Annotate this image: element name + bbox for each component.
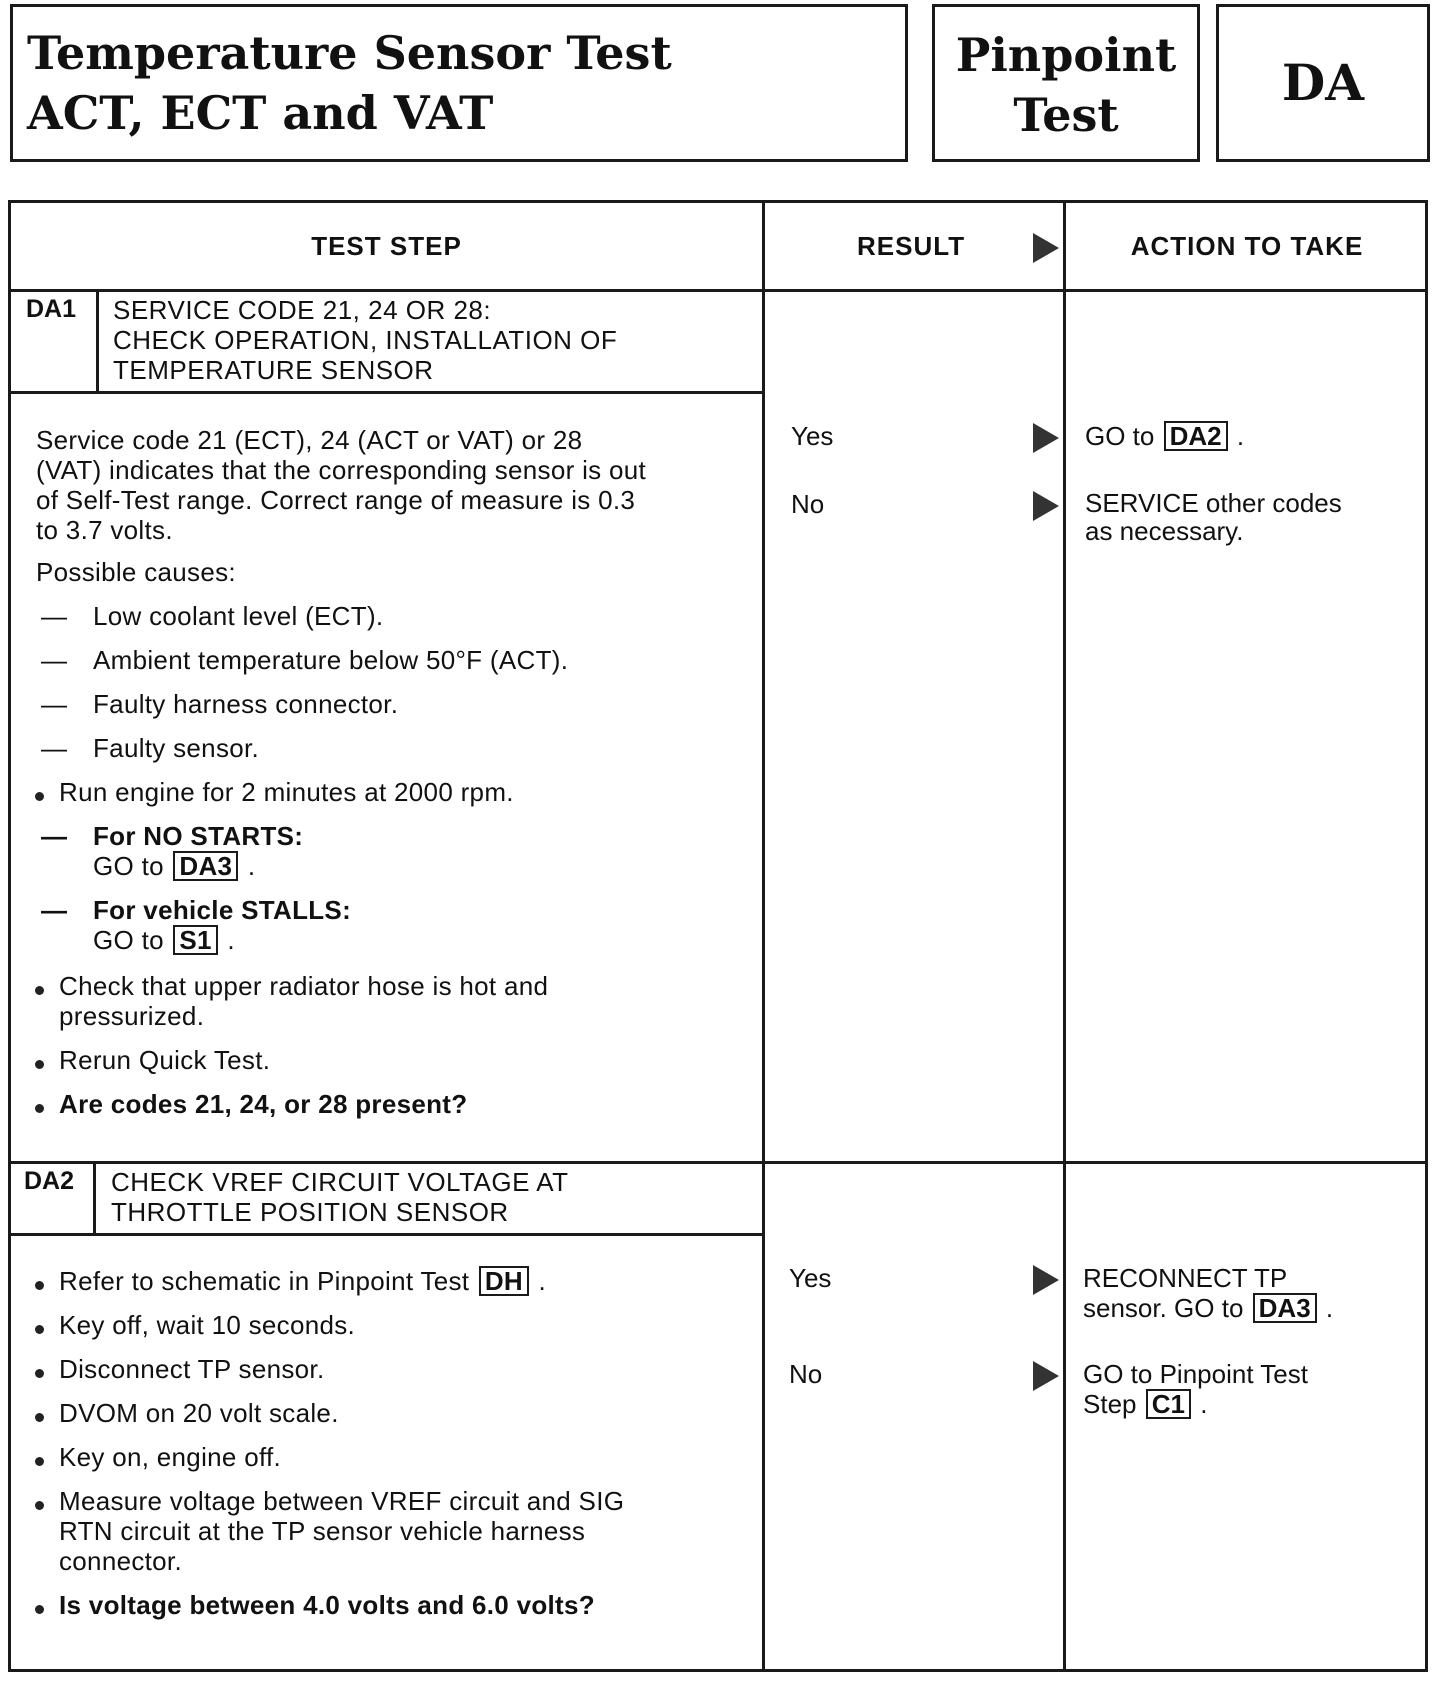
action-line: sensor. GO to DA3 .: [1083, 1293, 1334, 1323]
bullet-icon: [35, 1281, 44, 1290]
result-arrow-icon: [1033, 1361, 1059, 1391]
page-title-line1: Temperature Sensor Test: [27, 26, 672, 80]
step-instruction: Run engine for 2 minutes at 2000 rpm.: [59, 777, 514, 807]
step-title-divider: [11, 1233, 765, 1236]
step-title-line: CHECK OPERATION, INSTALLATION OF: [113, 325, 618, 355]
col-header-test-step: TEST STEP: [311, 230, 462, 261]
col-header-action: ACTION TO TAKE: [1130, 230, 1364, 261]
dash-icon: —: [41, 645, 67, 675]
action-line: RECONNECT TP: [1083, 1263, 1288, 1293]
action-yes: [1083, 1263, 1333, 1323]
test-code-box: [1216, 4, 1430, 162]
step-id-da1: DA1: [26, 295, 77, 323]
test-code: DA: [1281, 53, 1365, 112]
pinpoint-box: [932, 4, 1200, 162]
step-title-line: TEMPERATURE SENSOR: [113, 355, 434, 385]
intro-line: to 3.7 volts.: [36, 515, 173, 545]
action-line: Step C1 .: [1083, 1389, 1208, 1419]
action-no: [1085, 489, 1342, 545]
step-id-divider: [93, 1161, 96, 1235]
intro-line: (VAT) indicates that the corresponding sensor is out: [36, 455, 647, 485]
pinpoint-label: [935, 25, 1197, 145]
step-ref-da3[interactable]: DA3: [173, 851, 238, 881]
goto-text: GO to: [93, 925, 164, 955]
result-arrow-icon: [1033, 491, 1059, 521]
result-yes: Yes: [791, 421, 834, 451]
step-instruction: [59, 971, 548, 1031]
cause-item: Faulty sensor.: [93, 733, 260, 763]
pinpoint-table: [8, 200, 1428, 1672]
result-arrow-icon: [1033, 233, 1059, 263]
result-no: No: [791, 489, 825, 519]
column-divider: [762, 203, 765, 1669]
dash-icon: —: [41, 821, 67, 851]
bullet-icon: [35, 986, 44, 995]
step-ref-da2[interactable]: DA2: [1164, 421, 1228, 451]
step-title-divider: [11, 391, 765, 394]
step-question: Is voltage between 4.0 volts and 6.0 volts?: [59, 1590, 595, 1620]
step-title-da2: [111, 1167, 569, 1227]
col-header-result: RESULT: [857, 230, 966, 261]
step-title-line: SERVICE CODE 21, 24 OR 28:: [113, 295, 492, 325]
step-instruction: Disconnect TP sensor.: [59, 1354, 325, 1384]
stalls-goto: GO to S1 .: [93, 925, 235, 955]
pinpoint-ref-dh[interactable]: DH: [479, 1266, 529, 1296]
bullet-icon: [35, 1501, 44, 1510]
step-separator: [11, 1161, 1425, 1164]
instruction-line: Check that upper radiator hose is hot and: [59, 971, 549, 1001]
step-id-da2: DA2: [24, 1167, 75, 1195]
column-divider: [1063, 203, 1066, 1669]
stalls-label: For vehicle STALLS:: [93, 895, 352, 925]
action-yes: GO to DA2 .: [1085, 421, 1245, 451]
intro-line: of Self-Test range. Correct range of measure is 0.3: [36, 485, 636, 515]
step-instruction: [59, 1486, 624, 1576]
step-question: Are codes 21, 24, or 28 present?: [59, 1089, 468, 1119]
action-line: SERVICE other codes: [1085, 488, 1342, 518]
instruction-text: Refer to schematic in Pinpoint Test: [59, 1266, 470, 1296]
page-title-line2: ACT, ECT and VAT: [27, 86, 494, 140]
intro-line: Service code 21 (ECT), 24 (ACT or VAT) or 28: [36, 425, 583, 455]
step-ref-c1[interactable]: C1: [1146, 1389, 1191, 1419]
action-line: as necessary.: [1085, 516, 1244, 546]
instruction-line: Measure voltage between VREF circuit and SIG: [59, 1486, 625, 1516]
bullet-icon: [35, 1369, 44, 1378]
step-instruction: DVOM on 20 volt scale.: [59, 1398, 339, 1428]
header-divider: [11, 289, 1425, 292]
cause-item: Low coolant level (ECT).: [93, 601, 384, 631]
action-text: sensor. GO to: [1083, 1293, 1244, 1323]
step-id-divider: [96, 289, 99, 393]
step-ref-da3[interactable]: DA3: [1253, 1293, 1317, 1323]
step-instruction: Rerun Quick Test.: [59, 1045, 271, 1075]
instruction-line: RTN circuit at the TP sensor vehicle harness: [59, 1516, 586, 1546]
action-line: GO to Pinpoint Test: [1083, 1359, 1308, 1389]
result-no: No: [789, 1359, 823, 1389]
bullet-icon: [35, 1605, 44, 1614]
dash-icon: —: [41, 733, 67, 763]
step-title-line: CHECK VREF CIRCUIT VOLTAGE AT: [111, 1167, 569, 1197]
action-text: Step: [1083, 1389, 1137, 1419]
step-title-line: THROTTLE POSITION SENSOR: [111, 1197, 509, 1227]
action-text: GO to: [1085, 421, 1155, 451]
step-title-da1: [113, 295, 617, 385]
bullet-icon: [35, 1325, 44, 1334]
cause-item: Ambient temperature below 50°F (ACT).: [93, 645, 569, 675]
result-arrow-icon: [1033, 423, 1059, 453]
instruction-line: pressurized.: [59, 1001, 205, 1031]
action-no: [1083, 1359, 1308, 1419]
goto-text: GO to: [93, 851, 164, 881]
result-arrow-icon: [1033, 1265, 1059, 1295]
pinpoint-line1: Pinpoint: [955, 28, 1177, 82]
bullet-icon: [35, 1060, 44, 1069]
bullet-icon: [35, 1457, 44, 1466]
step-intro: [36, 425, 646, 545]
step-instruction: Key off, wait 10 seconds.: [59, 1310, 356, 1340]
step-instruction: Key on, engine off.: [59, 1442, 282, 1472]
cause-item: Faulty harness connector.: [93, 689, 399, 719]
step-ref-s1[interactable]: S1: [173, 925, 217, 955]
bullet-icon: [35, 1104, 44, 1113]
instruction-line: connector.: [59, 1546, 182, 1576]
no-starts-goto: GO to DA3 .: [93, 851, 256, 881]
step-instruction: Refer to schematic in Pinpoint Test DH .: [59, 1266, 547, 1296]
no-starts-label: For NO STARTS:: [93, 821, 304, 851]
title-box: [10, 4, 908, 162]
bullet-icon: [35, 792, 44, 801]
dash-icon: —: [41, 689, 67, 719]
dash-icon: —: [41, 895, 67, 925]
possible-causes-label: Possible causes:: [36, 557, 236, 587]
result-yes: Yes: [789, 1263, 832, 1293]
bullet-icon: [35, 1413, 44, 1422]
pinpoint-line2: Test: [1013, 88, 1119, 142]
dash-icon: —: [41, 601, 67, 631]
